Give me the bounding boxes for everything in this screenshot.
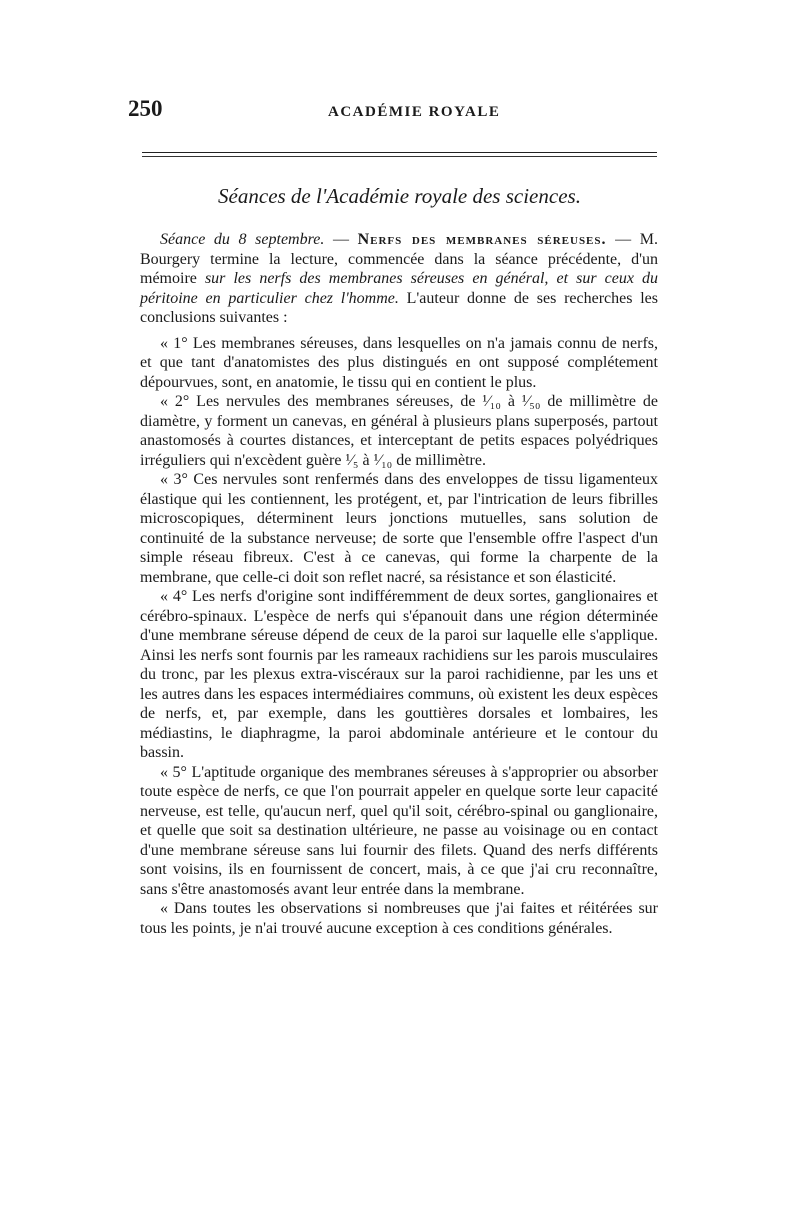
lead-dash: —	[324, 231, 358, 248]
memoir-title: sur les nerfs des membranes séreuses en général, et sur ceux du péritoine en particulier chez l'homme.	[140, 270, 659, 307]
conclusion-paragraph-3: « 3° Ces nervules sont renfermés dans des enveloppes de tissu ligamenteux élastique qui les contiennent, les protégent, et, par l'intrication de leurs fibrilles microscopiques, déterminent leurs jonctions mutuelles, sans solution de continuité de la substance nerveuse; de sorte que l'ensemble offre l'aspect d'un simple réseau fibreux. C'est à ce canevas, qui forme la charpente de la membrane, que celle-ci doit son reflet nacré, sa résistance et son élasticité.	[140, 471, 658, 586]
header-rule-bottom	[142, 156, 657, 157]
session-label: Séance du 8 septembre.	[160, 231, 325, 248]
header-rule-top	[142, 152, 657, 153]
closing-paragraph: « Dans toutes les observations si nombreuses que j'ai faites et réitérées sur tous les points, je n'ai trouvé aucune exception à ces conditions générales.	[140, 900, 658, 937]
page-number: 250	[128, 96, 163, 121]
conclusion-paragraph-1: « 1° Les membranes séreuses, dans lesquelles on n'a jamais connu de nerfs, et que tant d'anatomistes des plus distingués en ont supposé complétement dépourvues, sont, en anatomie, le tissu qui en contient le plus.	[140, 334, 658, 391]
conclusion-paragraph-2: « 2° Les nervules des membranes séreuses, de ¹⁄₁₀ à ¹⁄₅₀ de millimètre de diamètre, y forment un canevas, en général à plusieurs plans superposés, partout anastomosés à courtes distances, et interceptant de petits espaces polyédriques irréguliers qui n'excèdent guère ¹⁄₅ à ¹⁄₁₀ de millimètre.	[140, 393, 658, 469]
conclusion-paragraph-5: « 5° L'aptitude organique des membranes séreuses à s'approprier ou absorber toute espèce de nerfs, ce que l'on pourrait appeler en quelque sorte leur capacité nerveuse, est telle, qu'aucun nerf, quel qu'il soit, cérébro-spinal ou ganglionaire, et quelle que soit sa destination ultérieure, ne passe au voisinage ou en contact d'une membrane séreuse sans lui fournir des filets. Quand des nerfs différents sont voisins, ils en fournissent de concert, mais, à ce que j'ai cru reconnaître, sans s'être anastomosés avant leur entrée dans la membrane.	[140, 763, 658, 898]
article-body	[140, 230, 658, 938]
section-title: Séances de l'Académie royale des sciences.	[218, 184, 581, 208]
lead-paragraph	[140, 230, 658, 328]
topic-heading: Nerfs des membranes séreuses.	[357, 231, 607, 248]
lead-text-a: — M. Bourgery termine la lecture, commencée dans la séance précédente, d'un mémoire	[140, 231, 658, 287]
page-header	[128, 96, 658, 126]
lead-text-b: L'auteur donne de ses recherches les conclusions suivantes :	[140, 289, 659, 326]
conclusion-paragraph-4: « 4° Les nerfs d'origine sont indifféremment de deux sortes, ganglionaires et cérébro-spinaux. L'espèce de nerfs qui s'épanouit dans une région déterminée d'une membrane séreuse dépend de ceux de la paroi sur laquelle elle s'applique. Ainsi les nerfs sont fournis par les rameaux rachidiens sur les parois musculaires du tronc, par les plexus extra-viscéraux sur la paroi rachidienne, par les uns et les autres dans les espaces intermédiaires communs, où existent les deux espèces de nerfs, et, par exemple, dans les gouttières dorsales et lombaires, les médiastins, le diaphragme, la paroi abdominale antérieure et le contour du bassin.	[140, 588, 658, 761]
running-head: ACADÉMIE ROYALE	[328, 104, 501, 120]
